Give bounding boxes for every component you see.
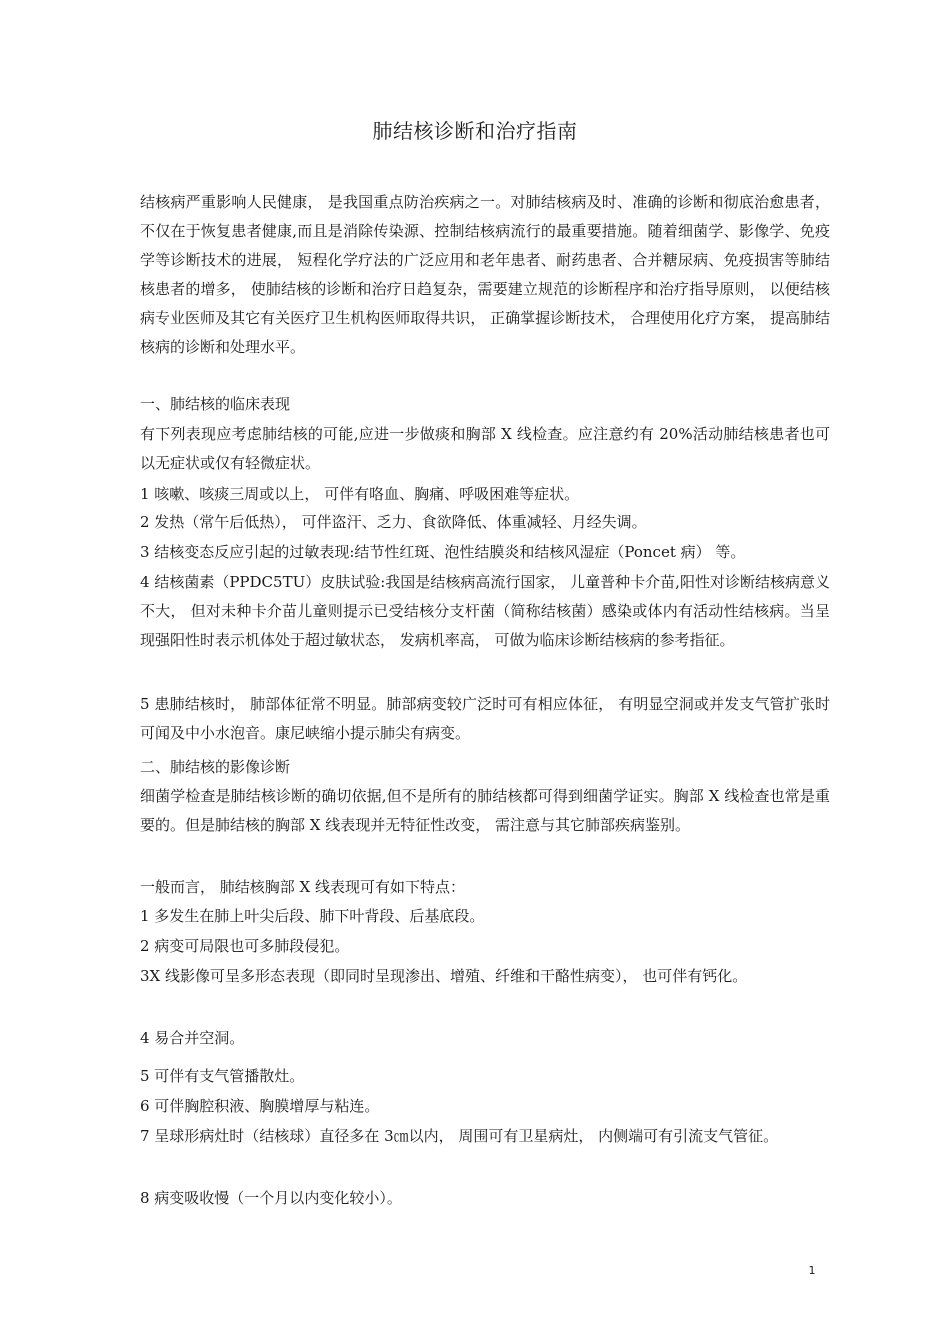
list-item: 1 咳嗽、咳痰三周或以上， 可伴有咯血、胸痛、呼吸困难等症状。 [140, 485, 580, 503]
list-item: 4 结核菌素（PPDC5TU）皮肤试验:我国是结核病高流行国家， 儿童普种卡介苗,阳性对诊断结核病意义不大， 但对未种卡介苗儿童则提示已受结核分支杆菌（简称结核菌）感染或体内有活动性结核病。当呈现强阳性时表示机体处于超过敏状态， 发病机率高， 可做为临床诊断结核病的参考指征。 [140, 573, 830, 649]
list-item: 5 可伴有支气管播散灶。 [140, 1067, 305, 1085]
page-number: 1 [808, 1264, 816, 1277]
list-item: 8 病变吸收慢（一个月以内变化较小）。 [140, 1189, 402, 1207]
section-heading-imaging: 二、肺结核的影像诊断 [140, 758, 291, 776]
section-heading-clinical: 一、肺结核的临床表现 [140, 395, 291, 413]
list-item: 6 可伴胸腔积液、胸膜增厚与粘连。 [140, 1097, 380, 1115]
list-item: 3 结核变态反应引起的过敏表现:结节性红斑、泡性结膜炎和结核风湿症（Poncet 病） 等。 [140, 543, 746, 561]
list-item: 4 易合并空洞。 [140, 1029, 245, 1047]
section-lead-clinical: 有下列表现应考虑肺结核的可能,应进一步做痰和胸部 X 线检查。应注意约有 20%活动肺结核患者也可以无症状或仅有轻微症状。 [140, 425, 830, 472]
list-item: 2 发热（常午后低热）， 可伴盗汗、乏力、食欲降低、体重减轻、月经失调。 [140, 513, 647, 531]
imaging-subheading: 一般而言， 肺结核胸部 X 线表现可有如下特点： [140, 878, 465, 896]
document-title: 肺结核诊断和治疗指南 [372, 119, 578, 143]
intro-paragraph: 结核病严重影响人民健康， 是我国重点防治疾病之一。对肺结核病及时、准确的诊断和彻底治愈患者， 不仅在于恢复患者健康,而且是消除传染源、控制结核病流行的最重要措施。随着细菌学、影像学、免疫学等诊断技术的进展， 短程化学疗法的广泛应用和老年患者、耐药患者、合并糖尿病、免疫损害等肺结核患者的增多， 使肺结核的诊断和治疗日趋复杂，需要建立规范的诊断程序和治疗指导原则， 以便结核病专业医师及其它有关医疗卫生机构医师取得共识， 正确掌握诊断技术， 合理使用化疗方案， 提高肺结核病的诊断和处理水平。 [140, 193, 830, 356]
section-lead-imaging: 细菌学检查是肺结核诊断的确切依据,但不是所有的肺结核都可得到细菌学证实。胸部 X 线检查也常是重要的。但是肺结核的胸部 X 线表现并无特征性改变， 需注意与其它肺部疾病鉴别。 [140, 787, 830, 834]
list-item: 7 呈球形病灶时（结核球）直径多在 3㎝以内， 周围可有卫星病灶， 内侧端可有引流支气管征。 [140, 1127, 779, 1145]
list-item: 2 病变可局限也可多肺段侵犯。 [140, 937, 350, 955]
list-item: 5 患肺结核时， 肺部体征常不明显。肺部病变较广泛时可有相应体征， 有明显空洞或并发支气管扩张时可闻及中小水泡音。康尼峡缩小提示肺尖有病变。 [140, 695, 830, 742]
list-item: 3X 线影像可呈多形态表现（即同时呈现渗出、增殖、纤维和干酪性病变）， 也可伴有钙化。 [140, 967, 748, 985]
list-item: 1 多发生在肺上叶尖后段、肺下叶背段、后基底段。 [140, 907, 485, 925]
